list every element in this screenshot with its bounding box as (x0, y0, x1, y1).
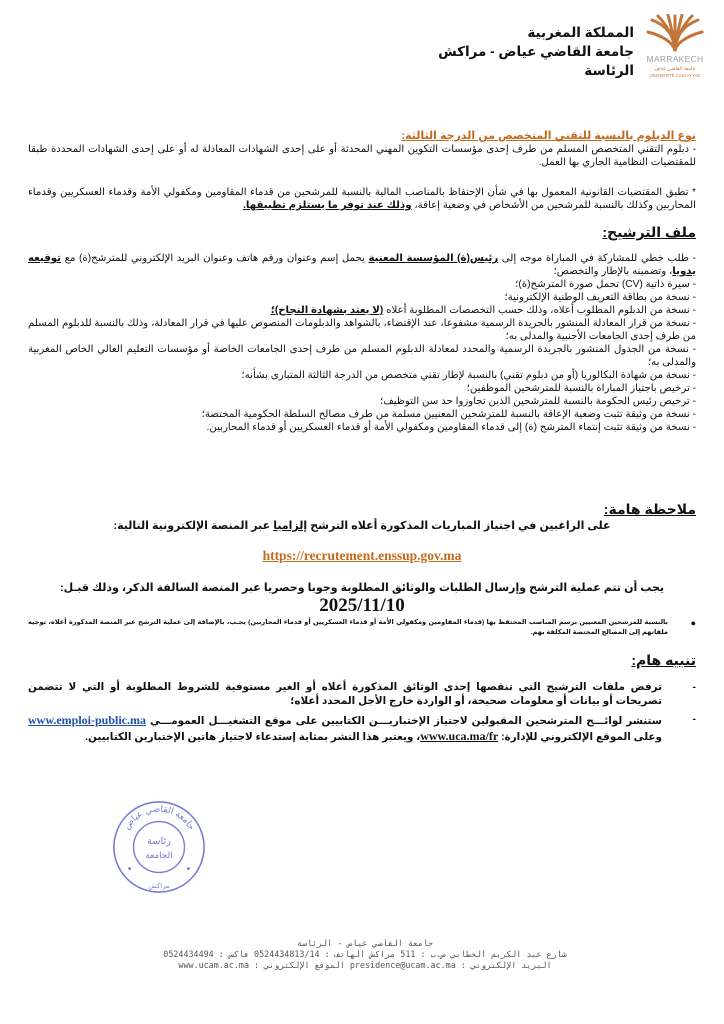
item-text: - نسخة من شهادة البكالوريا (أو من دبلوم تقني) بالنسبة لإطار تقني متخصص من الدرجة الثالثة المتبارى بشأنه؛ (241, 370, 696, 381)
diploma-section (28, 130, 696, 169)
item-text: ، وتضمينه بالإطار والتخصص؛ (553, 266, 673, 277)
logo-arabic-name: جامعة القاضي عياض (654, 67, 696, 72)
application-file-section (28, 226, 696, 434)
recruitment-platform-link[interactable]: https://recrutement.enssup.gov.ma (262, 548, 462, 563)
footer (120, 938, 610, 971)
warning-item-text: وعلى الموقع الإلكتروني للإدارة: (498, 732, 662, 743)
letterhead-presidency: الرئاسة (584, 63, 634, 78)
reserved-posts-bullet (28, 618, 696, 638)
application-file-item (28, 291, 696, 304)
legal-note-emphasis: وذلك عند توفر ما يستلزم تطبيقها. (243, 200, 412, 211)
application-file-item (28, 369, 696, 382)
warning-title: تنبيه هام: (631, 652, 696, 668)
emploi-public-link[interactable]: www.emploi-public.ma (28, 713, 147, 727)
reserved-posts-text: بالنسبة للمرشحين المعنيين برسم المناصب المحتفظ بها (قدماء المقاومين ومكفولي الأمة أو قدماء العسكريين أو قدماء المحاربين) يجـب، بالإضافة إلى عملية الترشح عبر المنصة المذكورة أعلاه، توجيه ملفاتهم إلى المصالح المختصة المكلفة بهم. (28, 619, 668, 636)
item-text: - نسخة من بطاقة التعريف الوطنية الإلكترونية؛ (504, 292, 696, 303)
important-note-section (28, 503, 696, 638)
warning-item-text: ، ويعتبر هذا النشر بمثابة إستدعاء لاجتياز هاتين الإختبارين الكتابيين. (85, 732, 421, 743)
deadline-text: يجب أن تتم عملية الترشح وإرسال الطلبات والوثائق المطلوبة وجوبا وحصريا عبر المنصة السالفة الذكر، وذلك قبـل: (59, 582, 665, 594)
item-text: - نسخة من قرار المعادلة المنشور بالجريدة الرسمية مشفوعا، عند الإقتضاء، بالشواهد والدبلومات المنصوص عليها في قرار المعادلة، وذلك بالنسبة للدبلوم المسلم من طرف إحدى الجامعات الأجنبية والمدلى به؛ (28, 318, 696, 342)
application-file-item (28, 252, 696, 278)
item-text: - نسخة من وثيقة تثبت إنتماء المترشح (ة) إلى قدماء المقاومين ومكفولي الأمة أو قدماء العسكريين أو قدماء المحاربين. (206, 422, 696, 433)
presidency-stamp (110, 798, 208, 896)
warning-item (28, 681, 696, 709)
item-text: - ترخيص باجتياز المباراة بالنسبة للمترشحين الموظفين؛ (466, 383, 696, 394)
dash-icon: - (692, 682, 696, 693)
application-file-item (28, 408, 696, 421)
warning-section (28, 654, 696, 745)
item-text: - نسخة من الدبلوم المطلوب أعلاه، وذلك حسب التخصصات المطلوبة أعلاه (383, 305, 696, 316)
letterhead (334, 23, 634, 80)
footer-line-address: شارع عبد الكريم الخطابي ص.ب : 511 مراكش الهاتف : 0524434813/14 فاكس : 0524434494 (163, 949, 567, 959)
stamp-dot-icon (128, 867, 131, 870)
application-file-title: ملف الترشيح: (602, 224, 696, 240)
stamp-bottom-text: مراكش (148, 882, 170, 891)
letterhead-university: جامعة القاضي عياض - مراكش (438, 44, 634, 59)
application-file-item (28, 421, 696, 434)
application-file-item (28, 317, 696, 343)
emphasized-text: (لا يعتد بشهادة النجاح)؛ (270, 305, 384, 316)
item-text: - ترخيص رئيس الحكومة بالنسبة للمترشحين الذين تجاوزوا حد سن التوظيف؛ (379, 396, 696, 407)
palm-logo-icon (646, 14, 704, 52)
important-note-title: ملاحظة هامة: (603, 501, 696, 517)
bullet-dot-icon: ● (690, 618, 696, 628)
dash-icon: - (692, 714, 696, 725)
important-note-text-after: عبر المنصة الإلكترونية التالية: (113, 520, 274, 532)
item-text: - سيرة ذاتية (CV) تحمل صورة المترشح(ة)؛ (515, 279, 696, 290)
application-file-item (28, 395, 696, 408)
application-file-item (28, 382, 696, 395)
footer-line-contact: البريد الإلكتروني : presidence@ucam.ac.ma الموقع الإلكتروني : www.ucam.ac.ma (178, 960, 552, 970)
stamp-dot-icon (187, 867, 190, 870)
item-text: - طلب خطي للمشاركة في المباراة موجه إلى (498, 253, 696, 264)
emphasized-text: رئيس(ة) المؤسسة المعنية (368, 253, 499, 264)
item-text: - نسخة من الجدول المنشور بالجريدة الرسمية والمحدد لمعادلة الدبلوم المسلم من طرف إحدى الجامعات الخاصة أو مؤسسات التعليم العالي الخاص المغربية والمدلى به؛ (28, 344, 696, 368)
letterhead-kingdom: المملكة المغربية (527, 25, 634, 40)
emphasized-text: توقيعه يدويا (28, 253, 696, 277)
important-note-emphasis: إلزاميا (273, 520, 308, 532)
important-note-text (28, 520, 696, 533)
logo-french-name: UNIVERSITÉ CADI AYYAD (649, 73, 701, 78)
legal-note (28, 186, 696, 212)
uca-website-link[interactable]: www.uca.ma/fr (420, 729, 499, 743)
warning-item-text: ترفض ملفات الترشيح التي تنقصها إحدى الوثائق المذكورة أعلاه أو الغير مستوفية للشروط المطلوبة أو التي لا تتضمن تصريحات أو بيانات أو معلومات صحيحة، أو الواردة خارج الأجل المحدد أعلاه؛ (28, 682, 662, 707)
diploma-text: - دبلوم التقني المتخصص المسلم من طرف إحدى مؤسسات التكوين المهني المحدثة أو على إحدى الشهادات المعادلة له أو على إحدى الشهادات المحددة طبقا للمقتضيات النظامية الجاري بها العمل. (28, 144, 696, 168)
application-file-item (28, 278, 696, 291)
legal-note-text: * تطبق المقتضيات القانونية المعمول بها في شأن الإحتفاظ بالمناصب المالية بالنسبة للمرشحين من قدماء المقاومين ومكفولي الأمة وقدماء العسكريين وقدماء المحاربين وكذلك بالنسبة للمرشحين من الأشخاص في وضعية إعاقة، (28, 187, 696, 211)
stamp-ring-text: جامعة القاضي عياض (122, 804, 197, 833)
stamp-center-line1: رئاسة (147, 836, 171, 848)
university-logo (640, 14, 710, 84)
diploma-title: نوع الدبلوم بالنسبة للتقني المتخصص من الدرجة الثالثة: (401, 130, 696, 142)
item-text: - نسخة من وثيقة تثبت وضعية الإعاقة بالنسبة للمترشحين المعنيين مسلمة من طرف مصالح السلطة الحكومية المختصة؛ (201, 409, 696, 420)
stamp-center-line2: الجامعة (145, 850, 173, 861)
warning-item (28, 713, 696, 745)
application-file-list (28, 252, 696, 434)
deadline-date: 2025/11/10 (319, 595, 405, 616)
item-text: يحمل إسم وعنوان ورقم هاتف وعنوان البريد الإلكتروني للمترشح(ة) مع (60, 253, 369, 264)
application-file-item (28, 343, 696, 369)
logo-brand-text: MARRAKECH (646, 54, 704, 64)
application-file-item (28, 304, 696, 317)
footer-line-presidency: جامعة القاضي عياض - الرئاسة (296, 938, 434, 948)
warning-item-text: ستنشر لوائـــح المترشحين المقبولين لاجتياز الإختباريـــن الكتابيين على موقع التشغيـــل العمومـــي (146, 716, 662, 727)
important-note-text-before: على الراغبين في اجتياز المباريات المذكورة أعلاه الترشح (307, 520, 611, 532)
